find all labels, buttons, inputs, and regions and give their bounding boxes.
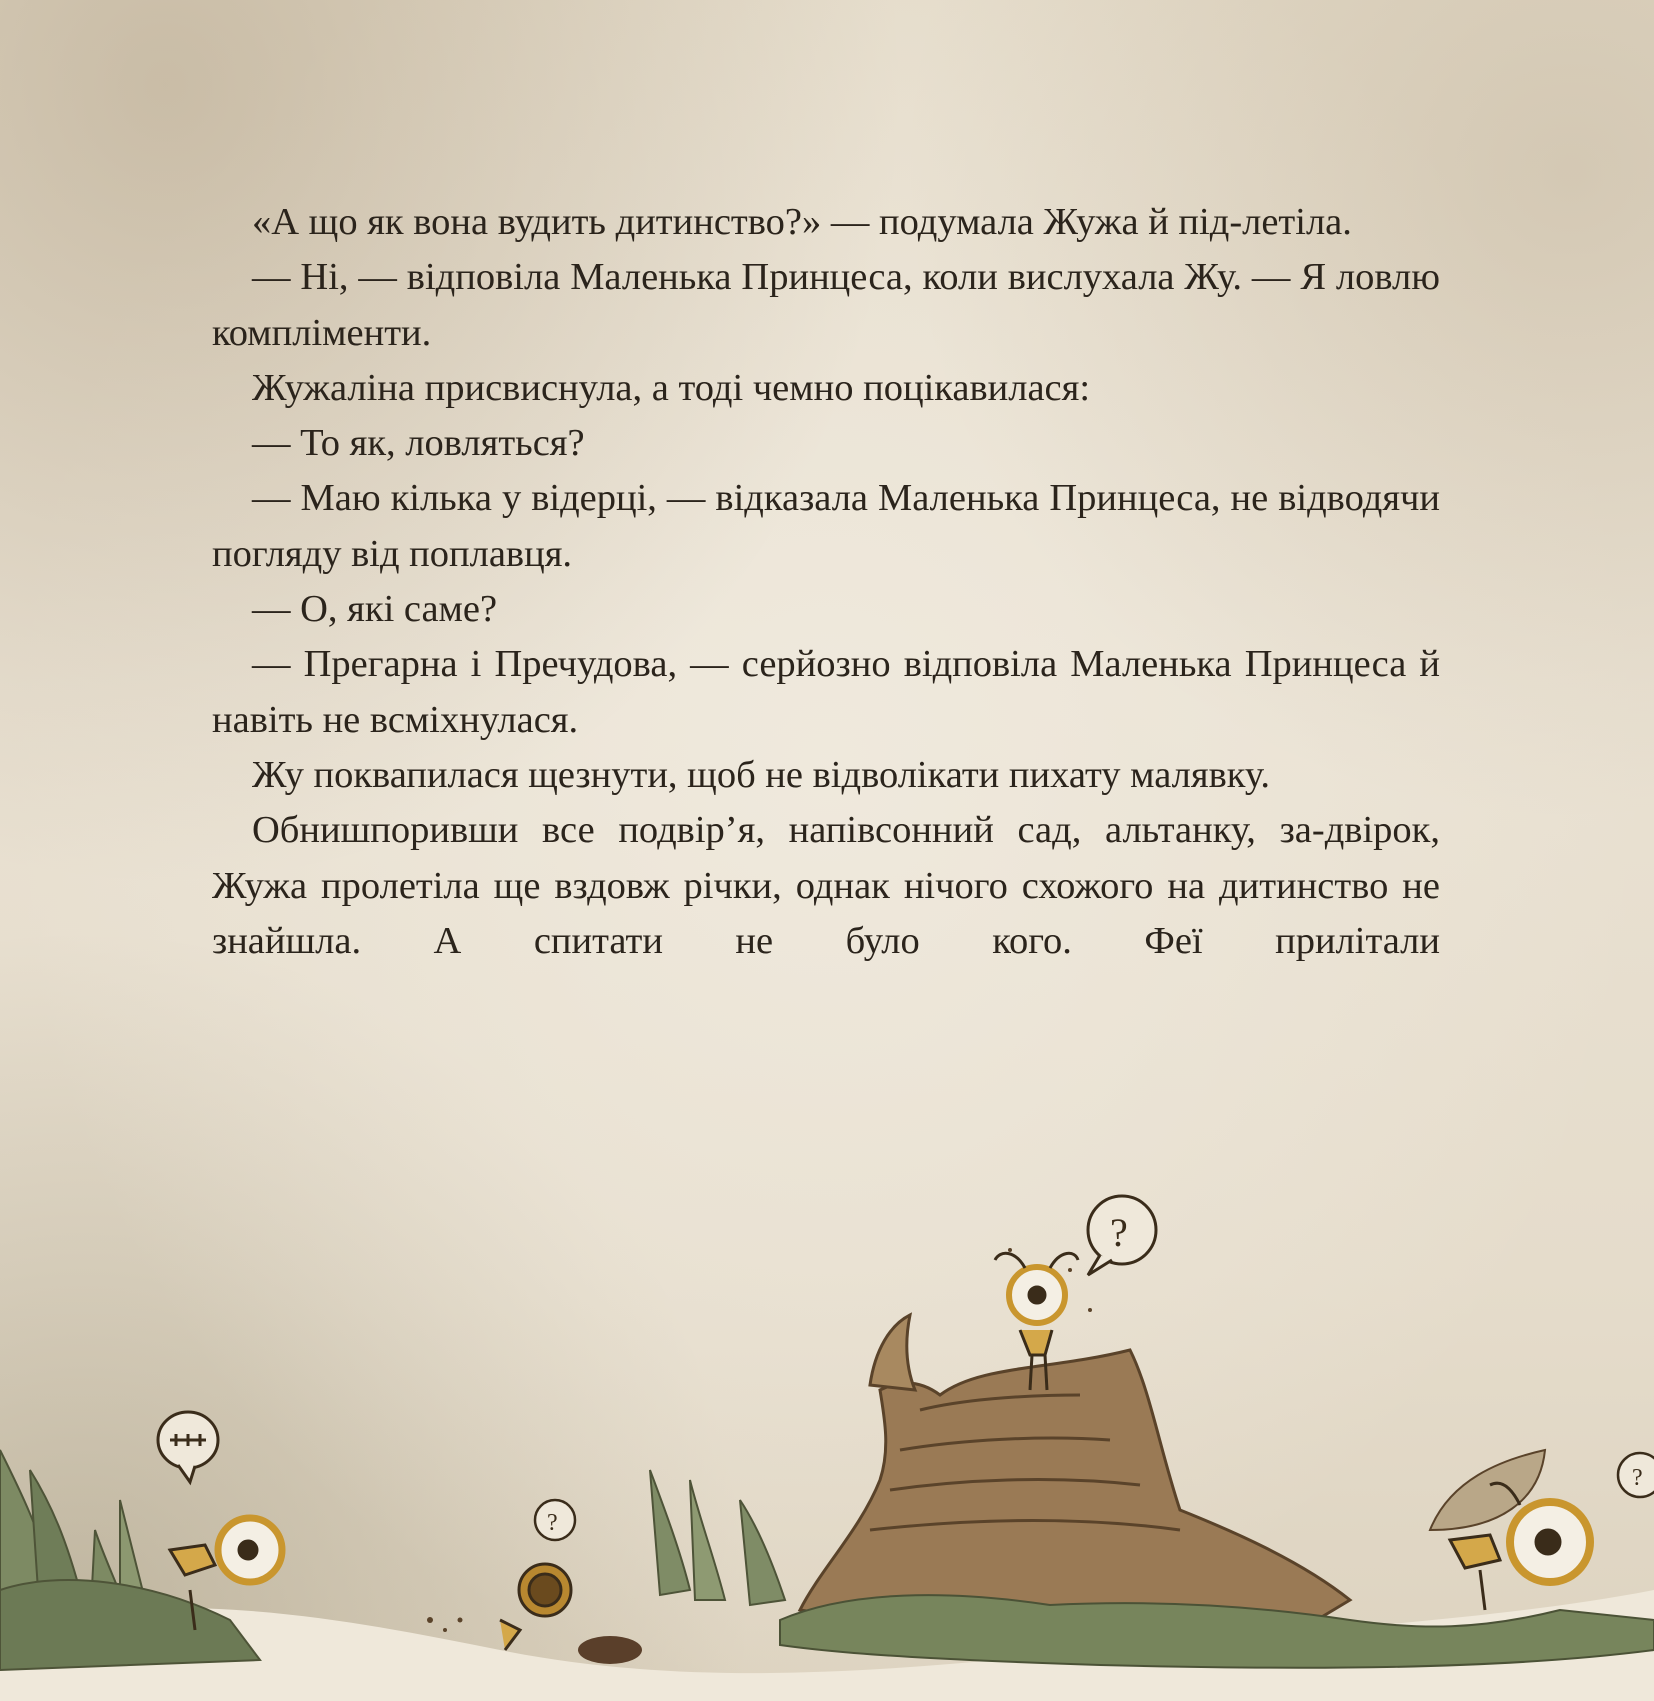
creature-middle: [500, 1564, 571, 1650]
moss: [780, 1595, 1654, 1668]
paragraph-5: — Маю кілька у відерці, — відказала Маленька Принцеса, не відводячи погляду від поплавця.: [212, 477, 1440, 575]
paragraph-3: Жужаліна присвиснула, а тоді чемно поцікавилася:: [252, 366, 1091, 409]
paragraph-4: — То як, ловляться?: [252, 422, 585, 465]
speech-mark-2: ?: [547, 1510, 558, 1536]
rock: [578, 1636, 642, 1664]
tree-stump: [800, 1315, 1350, 1630]
paragraph-8: Жу поквапилася щезнути, щоб не відволікати пихату малявку.: [252, 753, 1270, 796]
paragraph-9: Обнишпоривши все подвір’я, напівсонний сад, альтанку, за-двірок, Жужа пролетіла ще вздовж річки, однак нічого схожого на дитинство не знайшла. А спитати не було кого. Феї прилітали: [212, 809, 1440, 962]
paragraph-2: — Ні, — відповіла Маленька Принцеса, коли вислухала Жу. — Я ловлю компліменти.: [212, 256, 1440, 354]
speech-mark-3: ?: [1632, 1465, 1643, 1491]
paragraph-6: — О, які саме?: [252, 588, 498, 631]
speech-bubble-3: [1618, 1453, 1654, 1497]
speech-bubble-left: [158, 1412, 218, 1482]
story-text: [212, 195, 1440, 969]
garden-illustration: [0, 1150, 1654, 1701]
speech-mark-1: ?: [1110, 1210, 1128, 1255]
speech-bubble-2: [535, 1500, 575, 1540]
paragraph-7: — Прегарна і Пречудова, — серйозно відповіла Маленька Принцеса й навіть не всміхнулася.: [212, 643, 1440, 741]
speech-bubble-1: [1088, 1196, 1156, 1275]
paragraph-1: «А що як вона вудить дитинство?» — подумала Жужа й під-летіла.: [252, 201, 1352, 243]
